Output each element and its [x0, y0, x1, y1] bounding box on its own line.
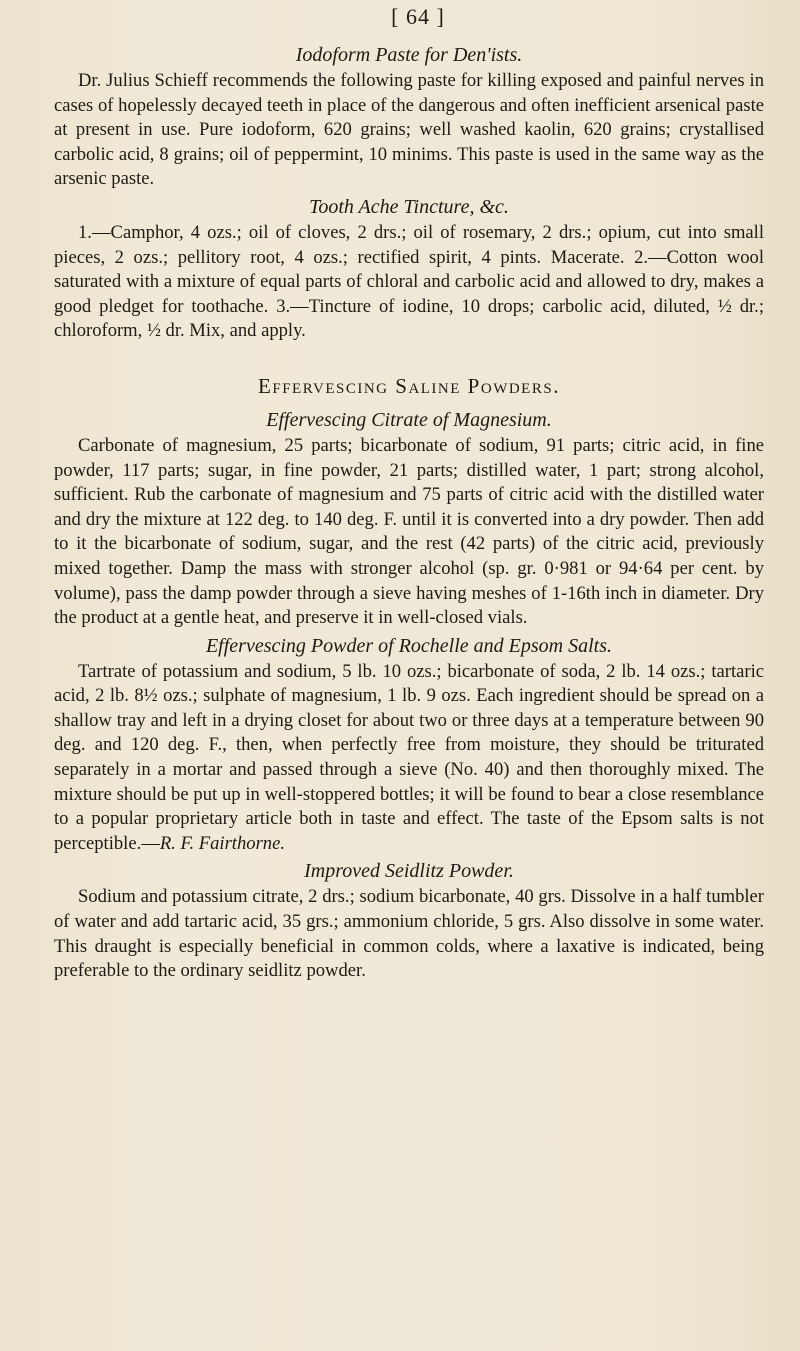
magnesium-title: Effervescing Citrate of Magnesium.: [266, 408, 552, 431]
page-number: [ 64 ]: [391, 4, 445, 29]
seidlitz-body: Sodium and potassium citrate, 2 drs.; sodium bicarbonate, 40 grs. Dissolve in a half tumbler of water and add tartaric acid, 35 grs.; ammonium chloride, 5 grs. Also dissolve in some water. This draught is especially beneficial in common colds, where a laxative is indicated, being preferable to the ordinary seidlitz powder.: [54, 886, 764, 982]
rochelle-signature: R. F. Fairthorne.: [159, 832, 286, 854]
iodoform-title: Iodoform Paste for Den'ists.: [295, 44, 523, 66]
tooth-ache-body: 1.—Camphor, 4 ozs.; oil of cloves, 2 drs.; oil of rosemary, 2 drs.; opium, cut into small pieces, 2 ozs.; pellitory root, 4 ozs.; rectified spirit, 4 pints. Macerate. 2.—Cotton wool saturated with a mixture of equal parts of chloral and carbolic acid and allowed to dry, makes a good pledget for toothache. 3.—Tincture of iodine, 10 drops; carbolic acid, diluted, ½ dr.; chloroform, ½ dr. Mix, and apply.: [54, 221, 764, 342]
seidlitz-title: Improved Seidlitz Powder.: [304, 860, 514, 883]
rochelle-body-text: Tartrate of potassium and sodium, 5 lb. 10 ozs.; bicarbonate of soda, 2 lb. 14 ozs.; tartaric acid, 2 lb. 8½ ozs.; sulphate of magnesium, 1 lb. 9 ozs. Each ingredient should be spread on a shallow tray and left in a drying closet for about two or three days at a temperature between 90 deg. and 120 deg. F., then, when perfectly free from moisture, they should be triturated separately in a mortar and passed through a sieve (No. 40) and then thoroughly mixed. The mixture should be put up in well-stoppered bottles; it will be found to bear a close resemblance to a popular proprietary article both in taste and effect. The taste of the Epsom salts is not perceptible.—: [54, 660, 764, 854]
rochelle-title: Effervescing Powder of Rochelle and Epsom Salts.: [205, 634, 613, 657]
tooth-ache-title: Tooth Ache Tincture, &c.: [309, 195, 509, 218]
iodoform-body: Dr. Julius Schieff recommends the following paste for killing exposed and painful nerves in cases of hopelessly decayed teeth in place of the dangerous and often inefficient arsenical paste at present in use. Pure iodoform, 620 grains; well washed kaolin, 620 grains; crystallised carbolic acid, 8 grains; oil of peppermint, 10 minims. This paste is used in the same way as the arsenic paste.: [54, 70, 764, 190]
rochelle-body: [54, 660, 764, 857]
effervescing-heading: Effervescing Saline Powders.: [258, 373, 560, 398]
magnesium-body: Carbonate of magnesium, 25 parts; bicarbonate of sodium, 91 parts; citric acid, in fine powder, 117 parts; sugar, in fine powder, 21 parts; distilled water, 1 part; strong alcohol, sufficient. Rub the carbonate of magnesium and 75 parts of citric acid with the distilled water and dry the mixture at 122 deg. to 140 deg. F. until it is converted into a dry powder. Then add to it the bicarbonate of sodium, sugar, and the rest (42 parts) of the citric acid, previously mixed together. Damp the mass with stronger alcohol (sp. gr. 0·981 or 94·64 per cent. by volume), pass the damp powder through a sieve having meshes of 1-16th inch in diameter. Dry the product at a gentle heat, and preserve it in well-closed vials.: [54, 434, 764, 629]
